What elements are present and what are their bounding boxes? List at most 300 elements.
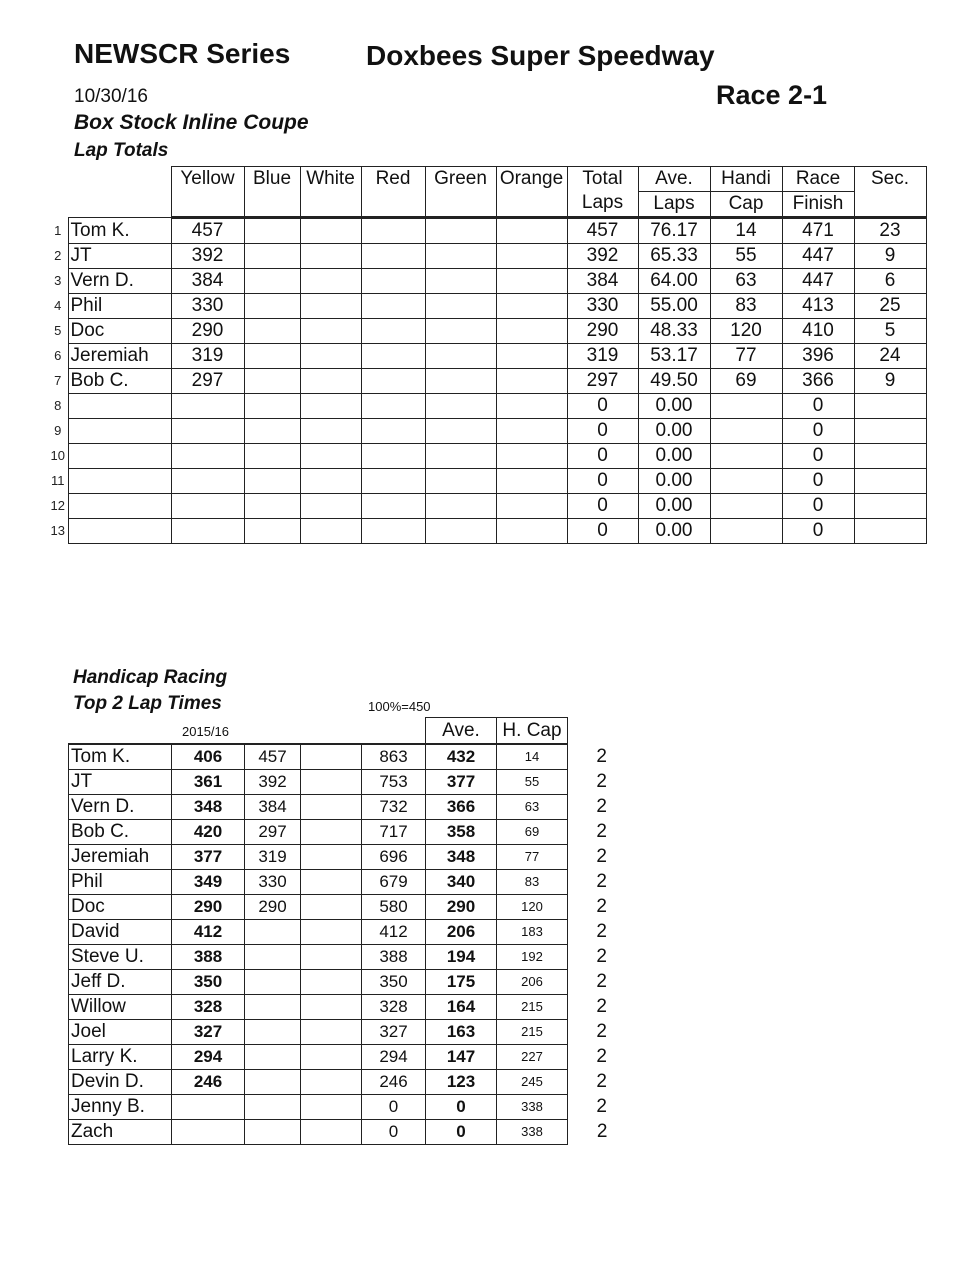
average: 348 bbox=[426, 845, 497, 870]
total-laps: 0 bbox=[567, 444, 638, 469]
table-row bbox=[69, 895, 608, 920]
col-ave-line2: Laps bbox=[639, 191, 710, 216]
lap-time-2: 384 bbox=[245, 795, 301, 820]
average: 147 bbox=[426, 1045, 497, 1070]
driver-name: Vern D. bbox=[68, 269, 171, 294]
driver-name: Jeremiah bbox=[69, 845, 172, 870]
handicap-table-header bbox=[69, 718, 608, 745]
sec-value bbox=[854, 494, 926, 519]
driver-name: Steve U. bbox=[69, 945, 172, 970]
red-laps bbox=[361, 519, 425, 544]
blue-laps bbox=[244, 419, 300, 444]
white-laps bbox=[300, 344, 361, 369]
handicap-title: Handicap Racing bbox=[73, 667, 228, 688]
race-finish: 0 bbox=[782, 394, 854, 419]
average: 340 bbox=[426, 870, 497, 895]
lap-time-1: 349 bbox=[172, 870, 245, 895]
handicap-value bbox=[710, 394, 782, 419]
handicap-value: 63 bbox=[710, 269, 782, 294]
lap-time-2 bbox=[245, 995, 301, 1020]
blue-laps bbox=[244, 294, 300, 319]
blank-cell bbox=[301, 1095, 362, 1120]
blank-header bbox=[69, 718, 172, 745]
ave-laps: 64.00 bbox=[638, 269, 710, 294]
handicap-value: 77 bbox=[497, 845, 568, 870]
race-number: Race 2-1 bbox=[716, 80, 828, 110]
orange-laps bbox=[496, 394, 567, 419]
driver-name: Doc bbox=[69, 895, 172, 920]
blank-cell bbox=[301, 770, 362, 795]
handicap-subtitle: Top 2 Lap Times bbox=[73, 693, 222, 714]
lap-time-2 bbox=[245, 970, 301, 995]
driver-name bbox=[68, 444, 171, 469]
col-sec: Sec. bbox=[854, 167, 926, 218]
table-row bbox=[48, 344, 926, 369]
lap-time-1: 246 bbox=[172, 1070, 245, 1095]
yellow-laps: 297 bbox=[171, 369, 244, 394]
total-laps: 297 bbox=[567, 369, 638, 394]
driver-name: Jenny B. bbox=[69, 1095, 172, 1120]
driver-name: Vern D. bbox=[69, 795, 172, 820]
col-orange: Orange bbox=[496, 167, 567, 218]
handicap-value: 227 bbox=[497, 1045, 568, 1070]
green-laps bbox=[425, 244, 496, 269]
lap-time-2 bbox=[245, 1120, 301, 1145]
lap-time-2 bbox=[245, 945, 301, 970]
orange-laps bbox=[496, 494, 567, 519]
handicap-value: 192 bbox=[497, 945, 568, 970]
average: 366 bbox=[426, 795, 497, 820]
handicap-value: 83 bbox=[710, 294, 782, 319]
white-laps bbox=[300, 519, 361, 544]
driver-name: Phil bbox=[69, 870, 172, 895]
ave-laps: 65.33 bbox=[638, 244, 710, 269]
lap-sum: 580 bbox=[362, 895, 426, 920]
green-laps bbox=[425, 294, 496, 319]
col-total-line1: Total bbox=[582, 168, 623, 189]
table-row bbox=[48, 494, 926, 519]
handicap-value: 83 bbox=[497, 870, 568, 895]
average: 432 bbox=[426, 744, 497, 770]
yellow-laps bbox=[171, 469, 244, 494]
table-row bbox=[48, 269, 926, 294]
lap-time-1 bbox=[172, 1095, 245, 1120]
blue-laps bbox=[244, 444, 300, 469]
green-laps bbox=[425, 444, 496, 469]
handicap-value: 77 bbox=[710, 344, 782, 369]
red-laps bbox=[361, 344, 425, 369]
blank-cell bbox=[301, 1120, 362, 1145]
yellow-laps: 457 bbox=[171, 218, 244, 244]
red-laps bbox=[361, 494, 425, 519]
lap-sum: 753 bbox=[362, 770, 426, 795]
row-number: 1 bbox=[54, 222, 62, 238]
count-value: 2 bbox=[596, 921, 607, 942]
sec-value: 9 bbox=[854, 244, 926, 269]
lap-time-1: 406 bbox=[172, 744, 245, 770]
orange-laps bbox=[496, 244, 567, 269]
yellow-laps: 392 bbox=[171, 244, 244, 269]
race-date: 10/30/16 bbox=[74, 86, 148, 107]
table-row bbox=[69, 770, 608, 795]
average: 164 bbox=[426, 995, 497, 1020]
table-row bbox=[69, 920, 608, 945]
blank-header bbox=[568, 718, 608, 745]
total-laps: 330 bbox=[567, 294, 638, 319]
row-number: 2 bbox=[54, 248, 62, 263]
white-laps bbox=[300, 419, 361, 444]
sec-value bbox=[854, 419, 926, 444]
ave-laps: 49.50 bbox=[638, 369, 710, 394]
driver-name bbox=[68, 394, 171, 419]
lap-time-1: 420 bbox=[172, 820, 245, 845]
ave-laps: 55.00 bbox=[638, 294, 710, 319]
handicap-value: 14 bbox=[497, 744, 568, 770]
col-finish-line2: Finish bbox=[783, 191, 854, 216]
lap-time-2: 297 bbox=[245, 820, 301, 845]
orange-laps bbox=[496, 444, 567, 469]
total-laps: 457 bbox=[567, 218, 638, 244]
handicap-value bbox=[710, 444, 782, 469]
race-finish: 410 bbox=[782, 319, 854, 344]
red-laps bbox=[361, 469, 425, 494]
total-laps: 290 bbox=[567, 319, 638, 344]
lap-table-header bbox=[48, 167, 926, 218]
lap-time-2: 290 bbox=[245, 895, 301, 920]
yellow-laps: 319 bbox=[171, 344, 244, 369]
blue-laps bbox=[244, 394, 300, 419]
row-number: 11 bbox=[51, 473, 65, 488]
blank-cell bbox=[301, 1020, 362, 1045]
lap-sum: 328 bbox=[362, 995, 426, 1020]
blank-cell bbox=[301, 1045, 362, 1070]
ave-laps: 48.33 bbox=[638, 319, 710, 344]
blank-header bbox=[48, 167, 68, 218]
orange-laps bbox=[496, 419, 567, 444]
handicap-value: 120 bbox=[710, 319, 782, 344]
table-row bbox=[69, 845, 608, 870]
white-laps bbox=[300, 444, 361, 469]
row-number: 13 bbox=[50, 523, 65, 538]
driver-name: Bob C. bbox=[68, 369, 171, 394]
lap-sum: 0 bbox=[362, 1095, 426, 1120]
ave-laps: 0.00 bbox=[638, 394, 710, 419]
blue-laps bbox=[244, 369, 300, 394]
orange-laps bbox=[496, 294, 567, 319]
red-laps bbox=[361, 218, 425, 244]
col-white: White bbox=[300, 167, 361, 218]
sec-value bbox=[854, 394, 926, 419]
blank-header bbox=[245, 718, 301, 745]
col-race-finish bbox=[782, 167, 854, 218]
orange-laps bbox=[496, 519, 567, 544]
table-row bbox=[69, 744, 608, 770]
table-row bbox=[69, 945, 608, 970]
table-row bbox=[48, 519, 926, 544]
blank-header bbox=[172, 718, 245, 745]
red-laps bbox=[361, 319, 425, 344]
blank-cell bbox=[301, 1070, 362, 1095]
col-yellow: Yellow bbox=[171, 167, 244, 218]
handicap-value: 14 bbox=[710, 218, 782, 244]
race-finish: 0 bbox=[782, 519, 854, 544]
driver-name: David bbox=[69, 920, 172, 945]
blank-cell bbox=[301, 995, 362, 1020]
col-handi-line2: Cap bbox=[711, 191, 782, 216]
lap-sum: 696 bbox=[362, 845, 426, 870]
handicap-value: 69 bbox=[710, 369, 782, 394]
blue-laps bbox=[244, 269, 300, 294]
count-value: 2 bbox=[596, 896, 607, 917]
table-row bbox=[48, 294, 926, 319]
blank-cell bbox=[301, 744, 362, 770]
race-finish: 366 bbox=[782, 369, 854, 394]
total-laps: 319 bbox=[567, 344, 638, 369]
handicap-value: 338 bbox=[497, 1095, 568, 1120]
lap-time-2 bbox=[245, 1070, 301, 1095]
average: 0 bbox=[426, 1120, 497, 1145]
handicap-value: 206 bbox=[497, 970, 568, 995]
row-number: 6 bbox=[54, 348, 62, 363]
col-red: Red bbox=[361, 167, 425, 218]
table-row bbox=[69, 1070, 608, 1095]
sec-value bbox=[854, 444, 926, 469]
white-laps bbox=[300, 244, 361, 269]
average: 377 bbox=[426, 770, 497, 795]
lap-time-2 bbox=[245, 1020, 301, 1045]
handicap-value: 69 bbox=[497, 820, 568, 845]
driver-name: JT bbox=[68, 244, 171, 269]
count-value: 2 bbox=[596, 846, 607, 867]
ave-laps: 76.17 bbox=[638, 218, 710, 244]
driver-name: Zach bbox=[69, 1120, 172, 1145]
average: 175 bbox=[426, 970, 497, 995]
green-laps bbox=[425, 319, 496, 344]
driver-name: Jeff D. bbox=[69, 970, 172, 995]
row-number: 10 bbox=[50, 448, 65, 463]
driver-name: Devin D. bbox=[69, 1070, 172, 1095]
col-ave-laps bbox=[638, 167, 710, 218]
lap-time-2 bbox=[245, 920, 301, 945]
handicap-value bbox=[710, 494, 782, 519]
table-row bbox=[69, 1120, 608, 1145]
row-number: 7 bbox=[54, 373, 62, 388]
count-value: 2 bbox=[596, 1071, 607, 1092]
yellow-laps bbox=[171, 444, 244, 469]
handicap-note: 100%=450 bbox=[368, 699, 431, 714]
handicap-table bbox=[68, 717, 608, 1145]
blue-laps bbox=[244, 218, 300, 244]
driver-name: Joel bbox=[69, 1020, 172, 1045]
orange-laps bbox=[496, 218, 567, 244]
lap-sum: 388 bbox=[362, 945, 426, 970]
white-laps bbox=[300, 494, 361, 519]
driver-name: Willow bbox=[69, 995, 172, 1020]
table-row bbox=[48, 218, 926, 244]
driver-name: Jeremiah bbox=[68, 344, 171, 369]
class-name: Box Stock Inline Coupe bbox=[74, 111, 309, 134]
blank-cell bbox=[301, 895, 362, 920]
sec-value bbox=[854, 469, 926, 494]
orange-laps bbox=[496, 319, 567, 344]
blank-cell bbox=[301, 870, 362, 895]
handicap-value: 338 bbox=[497, 1120, 568, 1145]
table-row bbox=[69, 1095, 608, 1120]
table-row bbox=[69, 870, 608, 895]
handicap-value bbox=[710, 519, 782, 544]
sec-value bbox=[854, 519, 926, 544]
driver-name bbox=[68, 494, 171, 519]
handicap-value: 55 bbox=[497, 770, 568, 795]
lap-time-2: 457 bbox=[245, 744, 301, 770]
table-row bbox=[69, 1020, 608, 1045]
driver-name: JT bbox=[69, 770, 172, 795]
handicap-value: 183 bbox=[497, 920, 568, 945]
lap-sum: 717 bbox=[362, 820, 426, 845]
handicap-value: 215 bbox=[497, 1020, 568, 1045]
sec-value: 25 bbox=[854, 294, 926, 319]
table-row bbox=[48, 444, 926, 469]
col-finish-line1: Race bbox=[795, 168, 841, 189]
row-number: 5 bbox=[54, 323, 62, 338]
orange-laps bbox=[496, 469, 567, 494]
lap-totals-heading: Lap Totals bbox=[74, 140, 169, 161]
green-laps bbox=[425, 344, 496, 369]
lap-time-2 bbox=[245, 1095, 301, 1120]
yellow-laps: 384 bbox=[171, 269, 244, 294]
average: 206 bbox=[426, 920, 497, 945]
race-finish: 0 bbox=[782, 494, 854, 519]
white-laps bbox=[300, 319, 361, 344]
race-finish: 396 bbox=[782, 344, 854, 369]
lap-time-2: 392 bbox=[245, 770, 301, 795]
blank-cell bbox=[301, 820, 362, 845]
driver-name bbox=[68, 519, 171, 544]
orange-laps bbox=[496, 369, 567, 394]
col-handicap bbox=[710, 167, 782, 218]
table-row bbox=[48, 469, 926, 494]
total-laps: 0 bbox=[567, 394, 638, 419]
count-value: 2 bbox=[596, 1121, 608, 1142]
col-total-laps bbox=[567, 167, 638, 218]
yellow-laps bbox=[171, 494, 244, 519]
blank-cell bbox=[301, 845, 362, 870]
table-row bbox=[69, 1045, 608, 1070]
white-laps bbox=[300, 394, 361, 419]
average: 163 bbox=[426, 1020, 497, 1045]
driver-name: Doc bbox=[68, 319, 171, 344]
race-finish: 0 bbox=[782, 419, 854, 444]
green-laps bbox=[425, 218, 496, 244]
lap-time-1: 327 bbox=[172, 1020, 245, 1045]
season-label: 2015/16 bbox=[182, 724, 229, 739]
table-row bbox=[48, 244, 926, 269]
red-laps bbox=[361, 444, 425, 469]
blank-cell bbox=[301, 920, 362, 945]
green-laps bbox=[425, 369, 496, 394]
green-laps bbox=[425, 494, 496, 519]
sec-value: 23 bbox=[854, 218, 926, 244]
white-laps bbox=[300, 469, 361, 494]
row-number: 9 bbox=[54, 423, 62, 438]
blank-cell bbox=[301, 970, 362, 995]
count-value: 2 bbox=[596, 1096, 607, 1117]
yellow-laps: 330 bbox=[171, 294, 244, 319]
venue-title: Doxbees Super Speedway bbox=[366, 40, 715, 71]
lap-sum: 732 bbox=[362, 795, 426, 820]
average: 0 bbox=[426, 1095, 497, 1120]
race-finish: 447 bbox=[782, 244, 854, 269]
count-value: 2 bbox=[596, 996, 607, 1017]
handicap-value: 245 bbox=[497, 1070, 568, 1095]
row-number: 4 bbox=[54, 298, 62, 313]
col-hc-hcap: H. Cap bbox=[497, 718, 568, 745]
total-laps: 0 bbox=[567, 494, 638, 519]
ave-laps: 0.00 bbox=[638, 469, 710, 494]
ave-laps: 0.00 bbox=[638, 444, 710, 469]
blue-laps bbox=[244, 344, 300, 369]
average: 290 bbox=[426, 895, 497, 920]
row-number: 3 bbox=[54, 273, 62, 288]
red-laps bbox=[361, 419, 425, 444]
red-laps bbox=[361, 269, 425, 294]
yellow-laps: 290 bbox=[171, 319, 244, 344]
driver-name: Tom K. bbox=[68, 218, 171, 244]
red-laps bbox=[361, 394, 425, 419]
green-laps bbox=[425, 419, 496, 444]
lap-sum: 0 bbox=[362, 1120, 426, 1145]
row-number: 8 bbox=[54, 398, 62, 413]
table-row bbox=[69, 795, 608, 820]
col-blue: Blue bbox=[244, 167, 300, 218]
ave-laps: 0.00 bbox=[638, 494, 710, 519]
driver-name bbox=[68, 469, 171, 494]
blue-laps bbox=[244, 469, 300, 494]
white-laps bbox=[300, 294, 361, 319]
col-ave-line1: Ave. bbox=[655, 168, 693, 189]
yellow-laps bbox=[171, 519, 244, 544]
sec-value: 9 bbox=[854, 369, 926, 394]
lap-time-1 bbox=[172, 1120, 245, 1145]
lap-sum: 294 bbox=[362, 1045, 426, 1070]
total-laps: 0 bbox=[567, 419, 638, 444]
count-value: 2 bbox=[596, 971, 607, 992]
red-laps bbox=[361, 294, 425, 319]
total-laps: 384 bbox=[567, 269, 638, 294]
total-laps: 392 bbox=[567, 244, 638, 269]
race-finish: 0 bbox=[782, 469, 854, 494]
lap-sum: 863 bbox=[362, 744, 426, 770]
count-value: 2 bbox=[596, 745, 607, 767]
blank-header bbox=[301, 718, 362, 745]
race-finish: 0 bbox=[782, 444, 854, 469]
series-title: NEWSCR Series bbox=[74, 38, 291, 69]
count-value: 2 bbox=[596, 871, 607, 892]
sec-value: 5 bbox=[854, 319, 926, 344]
red-laps bbox=[361, 369, 425, 394]
average: 194 bbox=[426, 945, 497, 970]
yellow-laps bbox=[171, 394, 244, 419]
count-value: 2 bbox=[596, 796, 607, 817]
table-row bbox=[69, 820, 608, 845]
sec-value: 6 bbox=[854, 269, 926, 294]
lap-sum: 412 bbox=[362, 920, 426, 945]
table-row bbox=[48, 394, 926, 419]
ave-laps: 0.00 bbox=[638, 419, 710, 444]
handicap-value bbox=[710, 469, 782, 494]
table-row bbox=[69, 970, 608, 995]
blank-header bbox=[68, 167, 171, 218]
